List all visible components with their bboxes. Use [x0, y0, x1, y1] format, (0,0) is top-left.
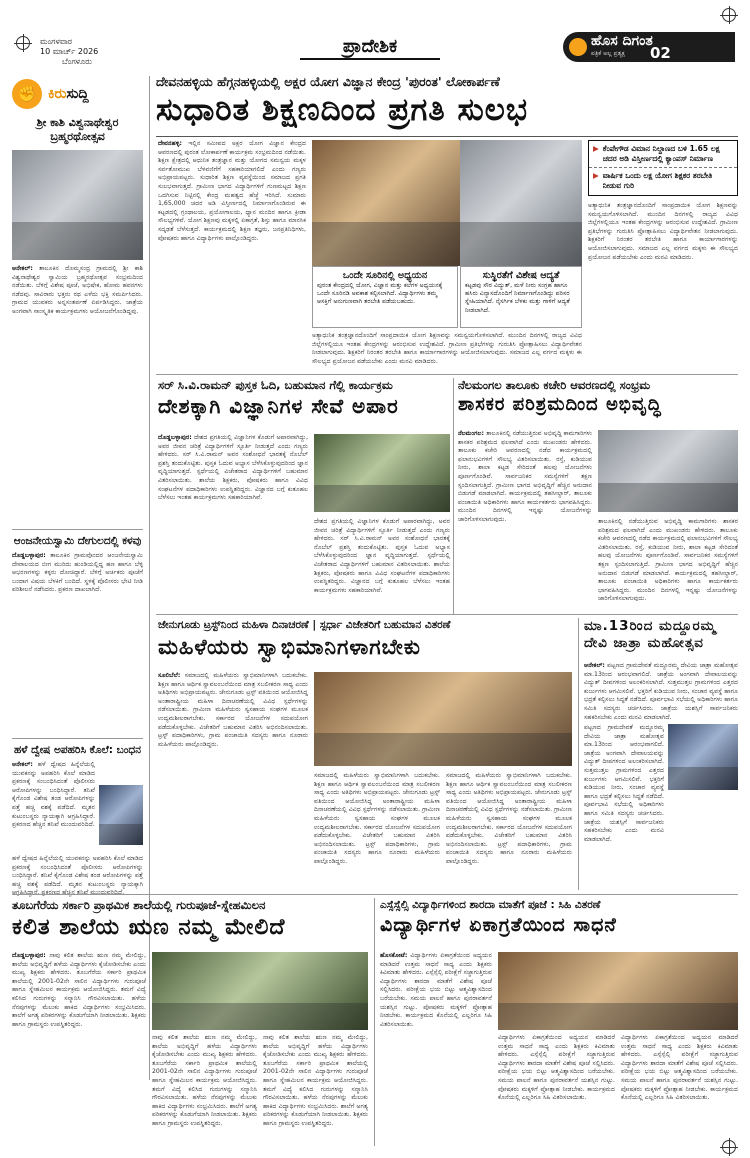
- lead-body: ದೇವನಹಳ್ಳಿ: ಇಲ್ಲಿನ ಸಮೀಪದ ಅಕ್ಷರ ಯೋಗ ವಿಜ್ಞಾನ ಕೇಂದ್ರದ ಆವರಣದಲ್ಲಿ ಪುರಂತ ಲೋಕಾರ್ಪಣೆ ಕಾರ್ಯಕ್ರಮ ಸಂಭ್ರಮದಿಂದ ನಡೆಯಿತು. ಶಿಕ್ಷಣ ಕ್ಷೇತ್ರದಲ್ಲಿ ಆಧುನಿಕ ತಂತ್ರಜ್ಞಾನ ಮತ್ತು ಯೋಗದ ಸಮನ್ವಯ ಮಕ್ಕಳ ಸರ್ವತೋಮುಖ ಬೆಳವಣಿಗೆಗೆ ಸಹಕಾರಿಯಾಗಲಿದೆ ಎಂದು ಗಣ್ಯರು ಅಭಿಪ್ರಾಯಪಟ್ಟರು. ಸುಧಾರಿತ ಶಿಕ್ಷಣ ವ್ಯವಸ್ಥೆಯಿಂದ ಸಮಾಜದ ಪ್ರಗತಿ ಸುಲಭವಾಗುತ್ತದೆ. ಗ್ರಾಮೀಣ ಭಾಗದ ವಿದ್ಯಾರ್ಥಿಗಳಿಗೆ ಗುಣಮಟ್ಟದ ಶಿಕ್ಷಣ ಒದಗಿಸುವ ನಿಟ್ಟಿನಲ್ಲಿ ಕೇಂದ್ರ ಮಹತ್ವದ ಹೆಜ್ಜೆ ಇರಿಸಿದೆ. ಸುಮಾರು 1,65,000 ಚದರ ಅಡಿ ವಿಸ್ತೀರ್ಣದಲ್ಲಿ ನಿರ್ಮಾಣಗೊಂಡಿರುವ ಈ ಕಟ್ಟಡದಲ್ಲಿ ಗ್ರಂಥಾಲಯ, ಪ್ರಯೋಗಾಲಯ, ಧ್ಯಾನ ಮಂದಿರ ಹಾಗೂ ಕ್ರೀಡಾ ಸೌಲಭ್ಯಗಳಿವೆ. ಯೋಗ ಶಿಕ್ಷಣವು ಮಕ್ಕಳಲ್ಲಿ ಏಕಾಗ್ರತೆ, ಶಿಸ್ತು ಹಾಗೂ ಮಾನಸಿಕ ಸದೃಢತೆ ಬೆಳೆಸುತ್ತದೆ. ಕಾರ್ಯಕ್ರಮದಲ್ಲಿ ಶಿಕ್ಷಣ ತಜ್ಞರು, ಜನಪ್ರತಿನಿಧಿಗಳು, ಪೋಷಕರು ಹಾಗೂ ವಿದ್ಯಾರ್ಥಿಗಳು ಪಾಲ್ಗೊಂಡಿದ್ದರು.: [158, 140, 306, 242]
- cv-body-cont: ದೇಶದ ಪ್ರಗತಿಯಲ್ಲಿ ವಿಜ್ಞಾನಿಗಳ ಕೊಡುಗೆ ಅಪಾರವಾಗಿದ್ದು, ಅವರ ಜೀವನ ಚರಿತ್ರೆ ವಿದ್ಯಾರ್ಥಿಗಳಿಗೆ ಸ್ಫೂರ್ತಿ ನೀಡುತ್ತದೆ ಎಂದು ಗಣ್ಯರು ಹೇಳಿದರು. ಸರ್ ಸಿ.ವಿ.ರಾಮನ್ ಅವರ ಸಂಶೋಧನೆ ಭಾರತಕ್ಕೆ ನೊಬೆಲ್ ಪ್ರಶಸ್ತಿ ತಂದುಕೊಟ್ಟಿತು. ಪುಸ್ತಕ ಓದುವ ಅಭ್ಯಾಸ ಬೆಳೆಸಿಕೊಳ್ಳುವುದರಿಂದ ಜ್ಞಾನ ವೃದ್ಧಿಯಾಗುತ್ತದೆ. ಸ್ಪರ್ಧೆಯಲ್ಲಿ ವಿಜೇತರಾದ ವಿದ್ಯಾರ್ಥಿಗಳಿಗೆ ಬಹುಮಾನ ವಿತರಿಸಲಾಯಿತು. ಶಾಲೆಯ ಶಿಕ್ಷಕರು, ಪೋಷಕರು ಹಾಗೂ ವಿವಿಧ ಸಂಘಟನೆಗಳ ಪದಾಧಿಕಾರಿಗಳು ಉಪಸ್ಥಿತರಿದ್ದರು. ವಿಜ್ಞಾನದ ಬಗ್ಗೆ ಕುತೂಹಲ ಬೆಳೆಸಲು ಇಂತಹ ಕಾರ್ಯಕ್ರಮಗಳು ಸಹಕಾರಿಯಾಗಿವೆ.: [314, 518, 450, 594]
- date: 10 ಮಾರ್ಚ್ 2026: [40, 47, 99, 56]
- registration-mark: [722, 8, 736, 22]
- brief3-title: ಹಳೆ ದ್ವೇಷ ಅಪಹರಿಸಿ ಕೊಲೆ: ಬಂಧನ: [12, 738, 143, 757]
- womens-body-col2: ಸಮಾಜದಲ್ಲಿ ಮಹಿಳೆಯರು ಸ್ವಾಭಿಮಾನಿಗಳಾಗಿ ಬದುಕಬೇಕು. ಶಿಕ್ಷಣ ಹಾಗೂ ಆರ್ಥಿಕ ಸ್ವಾವಲಂಬನೆಯಿಂದ ಮಾತ್ರ ಸಬಲೀಕರಣ ಸಾಧ್ಯ ಎಂದು ಅತಿಥಿಗಳು ಅಭಿಪ್ರಾಯಪಟ್ಟರು. ಜೇನುಗೂಡು ಟ್ರಸ್ಟ್ ವತಿಯಿಂದ ಆಯೋಜಿಸಿದ್ದ ಅಂತಾರಾಷ್ಟ್ರೀಯ ಮಹಿಳಾ ದಿನಾಚರಣೆಯಲ್ಲಿ ವಿವಿಧ ಸ್ಪರ್ಧೆಗಳನ್ನು ನಡೆಸಲಾಯಿತು. ಗ್ರಾಮೀಣ ಮಹಿಳೆಯರು ಸ್ವಸಹಾಯ ಸಂಘಗಳ ಮೂಲಕ ಉದ್ಯಮಶೀಲರಾಗಬೇಕು. ಸರ್ಕಾರದ ಯೋಜನೆಗಳ ಸದುಪಯೋಗ ಪಡೆದುಕೊಳ್ಳಬೇಕು. ವಿಜೇತರಿಗೆ ಬಹುಮಾನ ವಿತರಿಸಿ ಅಭಿನಂದಿಸಲಾಯಿತು. ಟ್ರಸ್ಟ್ ಪದಾಧಿಕಾರಿಗಳು, ಗ್ರಾಮ ಪಂಚಾಯಿತಿ ಸದಸ್ಯರು ಹಾಗೂ ನೂರಾರು ಮಹಿಳೆಯರು ಪಾಲ್ಗೊಂಡಿದ್ದರು.: [314, 772, 440, 865]
- brief1-photo: [12, 150, 143, 260]
- lead-body-right: ಅತ್ಯಾಧುನಿಕ ತಂತ್ರಜ್ಞಾನದೊಂದಿಗೆ ಸಾಂಪ್ರದಾಯಿಕ ಯೋಗ ಶಿಕ್ಷಣವನ್ನು ಸಮನ್ವಯಗೊಳಿಸಲಾಗಿದೆ. ಮುಂದಿನ ದಿನಗಳಲ್ಲಿ ರಾಜ್ಯದ ವಿವಿಧ ಜಿಲ್ಲೆಗಳಲ್ಲಿಯೂ ಇಂತಹ ಕೇಂದ್ರಗಳನ್ನು ಆರಂಭಿಸುವ ಉದ್ದೇಶವಿದೆ. ಗ್ರಾಮೀಣ ಪ್ರತಿಭೆಗಳನ್ನು ಗುರುತಿಸಿ ಪ್ರೋತ್ಸಾಹಿಸಲು ವಿದ್ಯಾರ್ಥಿವೇತನ ನೀಡಲಾಗುವುದು. ಶಿಕ್ಷಕರಿಗೆ ನಿರಂತರ ತರಬೇತಿ ಹಾಗೂ ಕಾರ್ಯಾಗಾರಗಳನ್ನು ಆಯೋಜಿಸಲಾಗುವುದು. ಸಮಾಜದ ಎಲ್ಲ ವರ್ಗದ ಮಕ್ಕಳು ಈ ಸೌಲಭ್ಯದ ಪ್ರಯೋಜನ ಪಡೆಯಬೇಕು ಎಂದು ಮನವಿ ಮಾಡಿದರು.: [588, 202, 738, 261]
- womens-body: ಸೂಲಿಬೆಲೆ: ಸಮಾಜದಲ್ಲಿ ಮಹಿಳೆಯರು ಸ್ವಾಭಿಮಾನಿಗಳಾಗಿ ಬದುಕಬೇಕು. ಶಿಕ್ಷಣ ಹಾಗೂ ಆರ್ಥಿಕ ಸ್ವಾವಲಂಬನೆಯಿಂದ ಮಾತ್ರ ಸಬಲೀಕರಣ ಸಾಧ್ಯ ಎಂದು ಅತಿಥಿಗಳು ಅಭಿಪ್ರಾಯಪಟ್ಟರು. ಜೇನುಗೂಡು ಟ್ರಸ್ಟ್ ವತಿಯಿಂದ ಆಯೋಜಿಸಿದ್ದ ಅಂತಾರಾಷ್ಟ್ರೀಯ ಮಹಿಳಾ ದಿನಾಚರಣೆಯಲ್ಲಿ ವಿವಿಧ ಸ್ಪರ್ಧೆಗಳನ್ನು ನಡೆಸಲಾಯಿತು. ಗ್ರಾಮೀಣ ಮಹಿಳೆಯರು ಸ್ವಸಹಾಯ ಸಂಘಗಳ ಮೂಲಕ ಉದ್ಯಮಶೀಲರಾಗಬೇಕು. ಸರ್ಕಾರದ ಯೋಜನೆಗಳ ಸದುಪಯೋಗ ಪಡೆದುಕೊಳ್ಳಬೇಕು. ವಿಜೇತರಿಗೆ ಬಹುಮಾನ ವಿತರಿಸಿ ಅಭಿನಂದಿಸಲಾಯಿತು. ಟ್ರಸ್ಟ್ ಪದಾಧಿಕಾರಿಗಳು, ಗ್ರಾಮ ಪಂಚಾಯಿತಿ ಸದಸ್ಯರು ಹಾಗೂ ನೂರಾರು ಮಹಿಳೆಯರು ಪಾಲ್ಗೊಂಡಿದ್ದರು.: [158, 672, 308, 748]
- city: ಬೆಂಗಳೂರು: [62, 57, 92, 66]
- brief2-body: ದೊಡ್ಡಬಳ್ಳಾಪುರ: ತಾಲೂಕಿನ ಗ್ರಾಮವೊಂದರ ಆಂಜನೇಯಸ್ವಾಮಿ ದೇವಾಲಯದ ಬೀಗ ಮುರಿದು ಹುಂಡಿಯಲ್ಲಿದ್ದ ಹಣ ಹಾಗೂ ಬೆಳ್ಳಿ ಆಭರಣಗಳನ್ನು ಕಳ್ಳರು ದೋಚಿದ್ದಾರೆ. ಬೆಳಿಗ್ಗೆ ಅರ್ಚಕರು ಪೂಜೆಗೆ ಬಂದಾಗ ವಿಷಯ ಬೆಳಕಿಗೆ ಬಂದಿದೆ. ಸ್ಥಳಕ್ಕೆ ಪೊಲೀಸರು ಭೇಟಿ ನೀಡಿ ಪರಿಶೀಲನೆ ನಡೆಸಿದರು. ಪ್ರಕರಣ ದಾಖಲಾಗಿದೆ.: [12, 552, 143, 594]
- school-body: ದೊಡ್ಡಬಳ್ಳಾಪುರ: ನಾವು ಕಲಿತ ಶಾಲೆಯ ಋಣ ನಮ್ಮ ಮೇಲಿದ್ದು, ಶಾಲೆಯ ಅಭಿವೃದ್ಧಿಗೆ ಹಳೆಯ ವಿದ್ಯಾರ್ಥಿಗಳು ಕೈಜೋಡಿಸಬೇಕು ಎಂದು ಮುಖ್ಯ ಶಿಕ್ಷಕರು ಹೇಳಿದರು. ತೂಬಗೆರೆಯ ಸರ್ಕಾರಿ ಪ್ರಾಥಮಿಕ ಶಾಲೆಯಲ್ಲಿ 2001-02ನೇ ಸಾಲಿನ ವಿದ್ಯಾರ್ಥಿಗಳು ಗುರುಪೂಜೆ ಹಾಗೂ ಸ್ನೇಹಮಿಲನ ಕಾರ್ಯಕ್ರಮ ಆಯೋಜಿಸಿದ್ದರು. ತಮಗೆ ವಿದ್ಯೆ ಕಲಿಸಿದ ಗುರುಗಳನ್ನು ಸನ್ಮಾನಿಸಿ ಗೌರವಿಸಲಾಯಿತು. ಹಳೆಯ ನೆನಪುಗಳನ್ನು ಮೆಲುಕು ಹಾಕಿದ ವಿದ್ಯಾರ್ಥಿಗಳು ಸಂಭ್ರಮಿಸಿದರು. ಶಾಲೆಗೆ ಅಗತ್ಯ ಪರಿಕರಗಳನ್ನು ಕೊಡುಗೆಯಾಗಿ ನೀಡಲಾಯಿತು. ಶಿಕ್ಷಕರು ಹಾಗೂ ಗ್ರಾಮಸ್ಥರು ಉಪಸ್ಥಿತರಿದ್ದರು.: [12, 952, 146, 1028]
- masthead: [0, 0, 750, 64]
- arrow-icon: ▶: [593, 144, 599, 153]
- maddur-body: ಆನೇಕಲ್: ಪಟ್ಟಣದ ಗ್ರಾಮದೇವತೆ ಮದ್ದೂರಮ್ಮ ದೇವಿಯ ಜಾತ್ರಾ ಮಹೋತ್ಸವ ಮಾ.13ರಿಂದ ಆರಂಭವಾಗಲಿದೆ. ಜಾತ್ರೆಯ ಅಂಗವಾಗಿ ದೇವಾಲಯವನ್ನು ವಿದ್ಯುತ್ ದೀಪಗಳಿಂದ ಅಲಂಕರಿಸಲಾಗಿದೆ. ಸುತ್ತಮುತ್ತಲ ಗ್ರಾಮಗಳಿಂದ ಎತ್ತರದ ಕುರ್ಜುಗಳು ಆಗಮಿಸಲಿವೆ. ಭಕ್ತರಿಗೆ ಕುಡಿಯುವ ನೀರು, ಸಂಚಾರ ವ್ಯವಸ್ಥೆ ಹಾಗೂ ಭದ್ರತೆ ಕಲ್ಪಿಸಲು ಸಿದ್ಧತೆ ನಡೆದಿದೆ. ಪೂರ್ವಭಾವಿ ಸಭೆಯಲ್ಲಿ ಅಧಿಕಾರಿಗಳು ಹಾಗೂ ಸಮಿತಿ ಸದಸ್ಯರು ಚರ್ಚಿಸಿದರು. ಜಾತ್ರೆಯ ಯಶಸ್ಸಿಗೆ ಸಾರ್ವಜನಿಕರು ಸಹಕರಿಸಬೇಕು ಎಂದು ಮನವಿ ಮಾಡಲಾಗಿದೆ.: [584, 662, 738, 720]
- maddur-headline: ಮಾ.13ರಿಂದ ಮದ್ದೂರಮ್ಮ ದೇವಿ ಜಾತ್ರಾ ಮಹೋತ್ಸವ: [584, 618, 717, 651]
- cv-raman-story: [158, 378, 448, 417]
- womens-body-col3: ಸಮಾಜದಲ್ಲಿ ಮಹಿಳೆಯರು ಸ್ವಾಭಿಮಾನಿಗಳಾಗಿ ಬದುಕಬೇಕು. ಶಿಕ್ಷಣ ಹಾಗೂ ಆರ್ಥಿಕ ಸ್ವಾವಲಂಬನೆಯಿಂದ ಮಾತ್ರ ಸಬಲೀಕರಣ ಸಾಧ್ಯ ಎಂದು ಅತಿಥಿಗಳು ಅಭಿಪ್ರಾಯಪಟ್ಟರು. ಜೇನುಗೂಡು ಟ್ರಸ್ಟ್ ವತಿಯಿಂದ ಆಯೋಜಿಸಿದ್ದ ಅಂತಾರಾಷ್ಟ್ರೀಯ ಮಹಿಳಾ ದಿನಾಚರಣೆಯಲ್ಲಿ ವಿವಿಧ ಸ್ಪರ್ಧೆಗಳನ್ನು ನಡೆಸಲಾಯಿತು. ಗ್ರಾಮೀಣ ಮಹಿಳೆಯರು ಸ್ವಸಹಾಯ ಸಂಘಗಳ ಮೂಲಕ ಉದ್ಯಮಶೀಲರಾಗಬೇಕು. ಸರ್ಕಾರದ ಯೋಜನೆಗಳ ಸದುಪಯೋಗ ಪಡೆದುಕೊಳ್ಳಬೇಕು. ವಿಜೇತರಿಗೆ ಬಹುಮಾನ ವಿತರಿಸಿ ಅಭಿನಂದಿಸಲಾಯಿತು. ಟ್ರಸ್ಟ್ ಪದಾಧಿಕಾರಿಗಳು, ಗ್ರಾಮ ಪಂಚಾಯಿತಿ ಸದಸ್ಯರು ಹಾಗೂ ನೂರಾರು ಮಹಿಳೆಯರು ಪಾಲ್ಗೊಂಡಿದ್ದರು.: [446, 772, 572, 865]
- nelamangala-body-cont: ತಾಲೂಕಿನಲ್ಲಿ ನಡೆಯುತ್ತಿರುವ ಅಭಿವೃದ್ಧಿ ಕಾಮಗಾರಿಗಳು ಶಾಸಕರ ಪರಿಶ್ರಮದ ಫಲವಾಗಿದೆ ಎಂದು ಮುಖಂಡರು ಹೇಳಿದರು. ತಾಲೂಕು ಕಚೇರಿ ಆವರಣದಲ್ಲಿ ನಡೆದ ಕಾರ್ಯಕ್ರಮದಲ್ಲಿ ಫಲಾನುಭವಿಗಳಿಗೆ ಸೌಲಭ್ಯ ವಿತರಿಸಲಾಯಿತು. ರಸ್ತೆ, ಕುಡಿಯುವ ನೀರು, ಶಾಲಾ ಕಟ್ಟಡ ಸೇರಿದಂತೆ ಹಲವು ಯೋಜನೆಗಳು ಪೂರ್ಣಗೊಂಡಿವೆ. ಸಾರ್ವಜನಿಕರ ಸಮಸ್ಯೆಗಳಿಗೆ ತಕ್ಷಣ ಸ್ಪಂದಿಸಲಾಗುತ್ತಿದೆ. ಗ್ರಾಮೀಣ ಭಾಗದ ಅಭಿವೃದ್ಧಿಗೆ ಹೆಚ್ಚಿನ ಅನುದಾನ ಬಿಡುಗಡೆ ಮಾಡಲಾಗಿದೆ. ಕಾರ್ಯಕ್ರಮದಲ್ಲಿ ತಹಸೀಲ್ದಾರ್, ತಾಲೂಕು ಪಂಚಾಯಿತಿ ಅಧಿಕಾರಿಗಳು ಹಾಗೂ ಕಾರ್ಯಕರ್ತರು ಭಾಗವಹಿಸಿದ್ದರು. ಮುಂದಿನ ದಿನಗಳಲ್ಲಿ ಇನ್ನಷ್ಟು ಯೋಜನೆಗಳನ್ನು ಜಾರಿಗೊಳಿಸಲಾಗುವುದು.: [598, 518, 738, 603]
- cv-kicker: ಸರ್ ಸಿ.ವಿ.ರಾಮನ್ ಪುಸ್ತಕ ಓದಿ, ಬಹುಮಾನ ಗೆಲ್ಲಿ ಕಾರ್ಯಕ್ರಮ: [158, 378, 393, 392]
- lead-caption-1: ಒಂದೇ ಸೂರಿನಲ್ಲಿ ಅಧ್ಯಯನ ಪುರಂತ ಕೇಂದ್ರದಲ್ಲಿ ಯೋಗ, ವಿಜ್ಞಾನ ಮತ್ತು ಕಲೆಗಳ ಅಧ್ಯಯನಕ್ಕೆ ಒಂದೇ ಸೂರಿನಡಿ ಅವಕಾಶ ಕಲ್ಪಿಸಲಾಗಿದೆ. ವಿದ್ಯಾರ್ಥಿಗಳು ತಮ್ಮ ಆಸಕ್ತಿಗೆ ಅನುಗುಣವಾಗಿ ತರಬೇತಿ ಪಡೆಯಬಹುದು.: [312, 266, 458, 328]
- edition-date: [40, 37, 98, 67]
- womens-day-story: [158, 618, 572, 658]
- lead-caption-2: ಸುಸ್ಥಿರತೆಗೆ ವಿಶೇಷ ಆದ್ಯತೆ ಕಟ್ಟಡವು ಸೌರ ವಿದ್ಯುತ್, ಮಳೆ ನೀರು ಸಂಗ್ರಹ ಹಾಗೂ ಹಸಿರು ವಿನ್ಯಾಸದೊಂದಿಗೆ ನಿರ್ಮಾಣಗೊಂಡಿದ್ದು ಪರಿಸರ ಸ್ನೇಹಿಯಾಗಿದೆ. ನೈಸರ್ಗಿಕ ಬೆಳಕು ಮತ್ತು ಗಾಳಿಗೆ ಆದ್ಯತೆ ನೀಡಲಾಗಿದೆ.: [460, 266, 582, 328]
- school-body-col3: ನಾವು ಕಲಿತ ಶಾಲೆಯ ಋಣ ನಮ್ಮ ಮೇಲಿದ್ದು, ಶಾಲೆಯ ಅಭಿವೃದ್ಧಿಗೆ ಹಳೆಯ ವಿದ್ಯಾರ್ಥಿಗಳು ಕೈಜೋಡಿಸಬೇಕು ಎಂದು ಮುಖ್ಯ ಶಿಕ್ಷಕರು ಹೇಳಿದರು. ತೂಬಗೆರೆಯ ಸರ್ಕಾರಿ ಪ್ರಾಥಮಿಕ ಶಾಲೆಯಲ್ಲಿ 2001-02ನೇ ಸಾಲಿನ ವಿದ್ಯಾರ್ಥಿಗಳು ಗುರುಪೂಜೆ ಹಾಗೂ ಸ್ನೇಹಮಿಲನ ಕಾರ್ಯಕ್ರಮ ಆಯೋಜಿಸಿದ್ದರು. ತಮಗೆ ವಿದ್ಯೆ ಕಲಿಸಿದ ಗುರುಗಳನ್ನು ಸನ್ಮಾನಿಸಿ ಗೌರವಿಸಲಾಯಿತು. ಹಳೆಯ ನೆನಪುಗಳನ್ನು ಮೆಲುಕು ಹಾಕಿದ ವಿದ್ಯಾರ್ಥಿಗಳು ಸಂಭ್ರಮಿಸಿದರು. ಶಾಲೆಗೆ ಅಗತ್ಯ ಪರಿಕರಗಳನ್ನು ಕೊಡುಗೆಯಾಗಿ ನೀಡಲಾಯಿತು. ಶಿಕ್ಷಕರು ಹಾಗೂ ಗ್ರಾಮಸ್ಥರು ಉಪಸ್ಥಿತರಿದ್ದರು.: [263, 1034, 368, 1127]
- school-story: [12, 898, 372, 939]
- school-kicker: ತೂಬಗೆರೆಯ ಸರ್ಕಾರಿ ಪ್ರಾಥಮಿಕ ಶಾಲೆಯಲ್ಲಿ ಗುರುಪೂಜೆ-ಸ್ನೇಹಮಿಲನ: [12, 898, 266, 912]
- brief3-body: ಆನೇಕಲ್: ಹಳೆ ದ್ವೇಷದ ಹಿನ್ನೆಲೆಯಲ್ಲಿ ಯುವಕನನ್ನು ಅಪಹರಿಸಿ ಕೊಲೆ ಮಾಡಿದ ಪ್ರಕರಣಕ್ಕೆ ಸಂಬಂಧಿಸಿದಂತೆ ಪೊಲೀಸರು ಆರೋಪಿಗಳನ್ನು ಬಂಧಿಸಿದ್ದಾರೆ. ತನಿಖೆ ಕೈಗೊಂಡ ವಿಶೇಷ ತಂಡ ಆರೋಪಿಗಳನ್ನು ಪತ್ತೆ ಹಚ್ಚಿ ವಶಕ್ಕೆ ಪಡೆದಿದೆ. ಮೃತನ ಕುಟುಂಬಸ್ಥರು ನ್ಯಾಯಕ್ಕಾಗಿ ಆಗ್ರಹಿಸಿದ್ದಾರೆ. ಪ್ರಕರಣದ ಹೆಚ್ಚಿನ ತನಿಖೆ ಮುಂದುವರಿದಿದೆ.: [12, 761, 95, 829]
- maddur-photo: [668, 724, 738, 790]
- womens-photo: [314, 672, 572, 766]
- paper-name: ಹೊಸ ದಿಗಂತ: [591, 33, 653, 49]
- weekday: ಮಂಗಳವಾರ: [40, 37, 73, 46]
- sharada-body-col3: ವಿದ್ಯಾರ್ಥಿಗಳು ಏಕಾಗ್ರತೆಯಿಂದ ಅಧ್ಯಯನ ಮಾಡಿದರೆ ಉತ್ತಮ ಸಾಧನೆ ಸಾಧ್ಯ ಎಂದು ಶಿಕ್ಷಕರು ಕಿವಿಮಾತು ಹೇಳಿದರು. ಎಸ್ಸೆಸ್ಸೆಲ್ಸಿ ಪರೀಕ್ಷೆಗೆ ಸಜ್ಜಾಗುತ್ತಿರುವ ವಿದ್ಯಾರ್ಥಿಗಳು ಶಾರದಾ ಮಾತೆಗೆ ವಿಶೇಷ ಪೂಜೆ ಸಲ್ಲಿಸಿದರು. ಪರೀಕ್ಷೆಯ ಭಯ ಬಿಟ್ಟು ಆತ್ಮವಿಶ್ವಾಸದಿಂದ ಬರೆಯಬೇಕು. ಸಮಯ ಪಾಲನೆ ಹಾಗೂ ಪುನರಾವರ್ತನೆ ಯಶಸ್ಸಿನ ಗುಟ್ಟು. ಪೋಷಕರು ಮಕ್ಕಳಿಗೆ ಪ್ರೋತ್ಸಾಹ ನೀಡಬೇಕು. ಕಾರ್ಯಕ್ರಮದ ಕೊನೆಯಲ್ಲಿ ಎಲ್ಲರಿಗೂ ಸಿಹಿ ವಿತರಿಸಲಾಯಿತು.: [621, 1034, 738, 1102]
- nelamangala-photo: [598, 430, 738, 512]
- fist-icon: ✊: [12, 79, 42, 109]
- paper-tagline: ಪತ್ರಿಕೆ ಅಲ್ಲ ಪ್ರತ್ಯಕ್ಷ: [591, 50, 625, 57]
- nelamangala-headline: ಶಾಸಕರ ಪರಿಶ್ರಮದಿಂದ ಅಭಿವೃದ್ಧಿ: [458, 394, 662, 415]
- brand-suffix: ಸುದ್ದಿ: [66, 86, 89, 102]
- page-number: 02: [650, 44, 671, 62]
- school-photo: [152, 952, 368, 1030]
- brief1-body: ಆನೇಕಲ್: ತಾಲೂಕಿನ ದೊಮ್ಮಸಂದ್ರ ಗ್ರಾಮದಲ್ಲಿ ಶ್ರೀ ಕಾಶಿ ವಿಶ್ವನಾಥೇಶ್ವರ ಸ್ವಾಮಿಯ ಬ್ರಹ್ಮರಥೋತ್ಸವ ಸಂಭ್ರಮದಿಂದ ನಡೆಯಿತು. ಬೆಳಿಗ್ಗೆ ವಿಶೇಷ ಪೂಜೆ, ಅಭಿಷೇಕ, ಹೋಮ ಹವನಗಳು ನಡೆದವು. ಸಾವಿರಾರು ಭಕ್ತರು ರಥ ಎಳೆದು ಭಕ್ತಿ ಸಮರ್ಪಿಸಿದರು. ಗ್ರಾಮದ ಯುವಕರು ಅನ್ನಸಂತರ್ಪಣೆ ಏರ್ಪಡಿಸಿದ್ದರು. ಜಾತ್ರೆಯ ಅಂಗವಾಗಿ ಸಾಂಸ್ಕೃತಿಕ ಕಾರ್ಯಕ್ರಮಗಳು ಆಯೋಜನೆಗೊಂಡಿದ್ದವು.: [12, 265, 143, 315]
- lead-body-lower: ಅತ್ಯಾಧುನಿಕ ತಂತ್ರಜ್ಞಾನದೊಂದಿಗೆ ಸಾಂಪ್ರದಾಯಿಕ ಯೋಗ ಶಿಕ್ಷಣವನ್ನು ಸಮನ್ವಯಗೊಳಿಸಲಾಗಿದೆ. ಮುಂದಿನ ದಿನಗಳಲ್ಲಿ ರಾಜ್ಯದ ವಿವಿಧ ಜಿಲ್ಲೆಗಳಲ್ಲಿಯೂ ಇಂತಹ ಕೇಂದ್ರಗಳನ್ನು ಆರಂಭಿಸುವ ಉದ್ದೇಶವಿದೆ. ಗ್ರಾಮೀಣ ಪ್ರತಿಭೆಗಳನ್ನು ಗುರುತಿಸಿ ಪ್ರೋತ್ಸಾಹಿಸಲು ವಿದ್ಯಾರ್ಥಿವೇತನ ನೀಡಲಾಗುವುದು. ಶಿಕ್ಷಕರಿಗೆ ನಿರಂತರ ತರಬೇತಿ ಹಾಗೂ ಕಾರ್ಯಾಗಾರಗಳನ್ನು ಆಯೋಜಿಸಲಾಗುವುದು. ಸಮಾಜದ ಎಲ್ಲ ವರ್ಗದ ಮಕ್ಕಳು ಈ ಸೌಲಭ್ಯದ ಪ್ರಯೋಜನ ಪಡೆಯಬೇಕು ಎಂದು ಮನವಿ ಮಾಡಿದರು.: [312, 332, 582, 365]
- sharada-body-col2: ವಿದ್ಯಾರ್ಥಿಗಳು ಏಕಾಗ್ರತೆಯಿಂದ ಅಧ್ಯಯನ ಮಾಡಿದರೆ ಉತ್ತಮ ಸಾಧನೆ ಸಾಧ್ಯ ಎಂದು ಶಿಕ್ಷಕರು ಕಿವಿಮಾತು ಹೇಳಿದರು. ಎಸ್ಸೆಸ್ಸೆಲ್ಸಿ ಪರೀಕ್ಷೆಗೆ ಸಜ್ಜಾಗುತ್ತಿರುವ ವಿದ್ಯಾರ್ಥಿಗಳು ಶಾರದಾ ಮಾತೆಗೆ ವಿಶೇಷ ಪೂಜೆ ಸಲ್ಲಿಸಿದರು. ಪರೀಕ್ಷೆಯ ಭಯ ಬಿಟ್ಟು ಆತ್ಮವಿಶ್ವಾಸದಿಂದ ಬರೆಯಬೇಕು. ಸಮಯ ಪಾಲನೆ ಹಾಗೂ ಪುನರಾವರ್ತನೆ ಯಶಸ್ಸಿನ ಗುಟ್ಟು. ಪೋಷಕರು ಮಕ್ಕಳಿಗೆ ಪ್ರೋತ್ಸಾಹ ನೀಡಬೇಕು. ಕಾರ್ಯಕ್ರಮದ ಕೊನೆಯಲ್ಲಿ ಎಲ್ಲರಿಗೂ ಸಿಹಿ ವಿತರಿಸಲಾಯಿತು.: [498, 1034, 615, 1102]
- brief1-dateline: ಆನೇಕಲ್:: [12, 265, 33, 272]
- lead-photo-1: [312, 140, 460, 266]
- brand-prefix: ಕಿರು: [48, 86, 67, 102]
- cv-body: ದೊಡ್ಡಬಳ್ಳಾಪುರ: ದೇಶದ ಪ್ರಗತಿಯಲ್ಲಿ ವಿಜ್ಞಾನಿಗಳ ಕೊಡುಗೆ ಅಪಾರವಾಗಿದ್ದು, ಅವರ ಜೀವನ ಚರಿತ್ರೆ ವಿದ್ಯಾರ್ಥಿಗಳಿಗೆ ಸ್ಫೂರ್ತಿ ನೀಡುತ್ತದೆ ಎಂದು ಗಣ್ಯರು ಹೇಳಿದರು. ಸರ್ ಸಿ.ವಿ.ರಾಮನ್ ಅವರ ಸಂಶೋಧನೆ ಭಾರತಕ್ಕೆ ನೊಬೆಲ್ ಪ್ರಶಸ್ತಿ ತಂದುಕೊಟ್ಟಿತು. ಪುಸ್ತಕ ಓದುವ ಅಭ್ಯಾಸ ಬೆಳೆಸಿಕೊಳ್ಳುವುದರಿಂದ ಜ್ಞಾನ ವೃದ್ಧಿಯಾಗುತ್ತದೆ. ಸ್ಪರ್ಧೆಯಲ್ಲಿ ವಿಜೇತರಾದ ವಿದ್ಯಾರ್ಥಿಗಳಿಗೆ ಬಹುಮಾನ ವಿತರಿಸಲಾಯಿತು. ಶಾಲೆಯ ಶಿಕ್ಷಕರು, ಪೋಷಕರು ಹಾಗೂ ವಿವಿಧ ಸಂಘಟನೆಗಳ ಪದಾಧಿಕಾರಿಗಳು ಉಪಸ್ಥಿತರಿದ್ದರು. ವಿಜ್ಞಾನದ ಬಗ್ಗೆ ಕುತೂಹಲ ಬೆಳೆಸಲು ಇಂತಹ ಕಾರ್ಯಕ್ರಮಗಳು ಸಹಕಾರಿಯಾಗಿವೆ.: [158, 434, 308, 502]
- paper-logo: [563, 32, 735, 62]
- sharada-body: ಹೊಸಕೋಟೆ: ವಿದ್ಯಾರ್ಥಿಗಳು ಏಕಾಗ್ರತೆಯಿಂದ ಅಧ್ಯಯನ ಮಾಡಿದರೆ ಉತ್ತಮ ಸಾಧನೆ ಸಾಧ್ಯ ಎಂದು ಶಿಕ್ಷಕರು ಕಿವಿಮಾತು ಹೇಳಿದರು. ಎಸ್ಸೆಸ್ಸೆಲ್ಸಿ ಪರೀಕ್ಷೆಗೆ ಸಜ್ಜಾಗುತ್ತಿರುವ ವಿದ್ಯಾರ್ಥಿಗಳು ಶಾರದಾ ಮಾತೆಗೆ ವಿಶೇಷ ಪೂಜೆ ಸಲ್ಲಿಸಿದರು. ಪರೀಕ್ಷೆಯ ಭಯ ಬಿಟ್ಟು ಆತ್ಮವಿಶ್ವಾಸದಿಂದ ಬರೆಯಬೇಕು. ಸಮಯ ಪಾಲನೆ ಹಾಗೂ ಪುನರಾವರ್ತನೆ ಯಶಸ್ಸಿನ ಗುಟ್ಟು. ಪೋಷಕರು ಮಕ್ಕಳಿಗೆ ಪ್ರೋತ್ಸಾಹ ನೀಡಬೇಕು. ಕಾರ್ಯಕ್ರಮದ ಕೊನೆಯಲ್ಲಿ ಎಲ್ಲರಿಗೂ ಸಿಹಿ ವಿತರಿಸಲಾಯಿತು.: [380, 952, 492, 1028]
- nelamangala-body: ನೆಲಮಂಗಲ: ತಾಲೂಕಿನಲ್ಲಿ ನಡೆಯುತ್ತಿರುವ ಅಭಿವೃದ್ಧಿ ಕಾಮಗಾರಿಗಳು ಶಾಸಕರ ಪರಿಶ್ರಮದ ಫಲವಾಗಿದೆ ಎಂದು ಮುಖಂಡರು ಹೇಳಿದರು. ತಾಲೂಕು ಕಚೇರಿ ಆವರಣದಲ್ಲಿ ನಡೆದ ಕಾರ್ಯಕ್ರಮದಲ್ಲಿ ಫಲಾನುಭವಿಗಳಿಗೆ ಸೌಲಭ್ಯ ವಿತರಿಸಲಾಯಿತು. ರಸ್ತೆ, ಕುಡಿಯುವ ನೀರು, ಶಾಲಾ ಕಟ್ಟಡ ಸೇರಿದಂತೆ ಹಲವು ಯೋಜನೆಗಳು ಪೂರ್ಣಗೊಂಡಿವೆ. ಸಾರ್ವಜನಿಕರ ಸಮಸ್ಯೆಗಳಿಗೆ ತಕ್ಷಣ ಸ್ಪಂದಿಸಲಾಗುತ್ತಿದೆ. ಗ್ರಾಮೀಣ ಭಾಗದ ಅಭಿವೃದ್ಧಿಗೆ ಹೆಚ್ಚಿನ ಅನುದಾನ ಬಿಡುಗಡೆ ಮಾಡಲಾಗಿದೆ. ಕಾರ್ಯಕ್ರಮದಲ್ಲಿ ತಹಸೀಲ್ದಾರ್, ತಾಲೂಕು ಪಂಚಾಯಿತಿ ಅಧಿಕಾರಿಗಳು ಹಾಗೂ ಕಾರ್ಯಕರ್ತರು ಭಾಗವಹಿಸಿದ್ದರು. ಮುಂದಿನ ದಿನಗಳಲ್ಲಿ ಇನ್ನಷ್ಟು ಯೋಜನೆಗಳನ್ನು ಜಾರಿಗೊಳಿಸಲಾಗುವುದು.: [458, 430, 592, 523]
- nelamangala-story: [458, 378, 738, 415]
- brief1-title: ಶ್ರೀ ಕಾಶಿ ವಿಶ್ವನಾಥೇಶ್ವರ ಬ್ರಹ್ಮರಥೋತ್ಸವ: [36, 116, 119, 143]
- brief3-mugshot: [99, 785, 143, 845]
- sharada-story: [380, 898, 738, 936]
- sharada-kicker: ಎಸ್ಸೆಸ್ಸೆಲ್ಸಿ ವಿದ್ಯಾರ್ಥಿಗಳಿಂದ ಶಾರದಾ ಮಾತೆಗೆ ಪೂಜೆ : ಸಿಹಿ ವಿತರಣೆ: [380, 899, 601, 911]
- section-title: ಪ್ರಾದೇಶಿಕ: [300, 36, 440, 60]
- cv-photo: [314, 434, 450, 512]
- school-headline: ಕಲಿತ ಶಾಲೆಯ ಋಣ ನಮ್ಮ ಮೇಲಿದೆ: [12, 915, 286, 940]
- lead-photo-2: [460, 140, 582, 266]
- arrow-icon: ▶: [593, 171, 599, 180]
- info-line-2: ವಾರ್ಷಿಕ ಒಂದು ಲಕ್ಷ ಯೋಗ ಶಿಕ್ಷಕರ ತರಬೇತಿ ನೀಡುವ ಗುರಿ: [602, 171, 713, 190]
- sun-icon: [569, 38, 587, 56]
- registration-mark: [722, 1140, 736, 1154]
- maddur-story: [584, 618, 738, 652]
- info-line-1: ಕೆಂಪೇಗೌಡ ವಿಮಾನ ನಿಲ್ದಾಣದ ಬಳಿ 1.65 ಲಕ್ಷ ಚದರ ಅಡಿ ವಿಸ್ತೀರ್ಣದಲ್ಲಿ ಕ್ಯಾಂಪಸ್ ನಿರ್ಮಾಣ: [602, 144, 720, 163]
- school-body-col2: ನಾವು ಕಲಿತ ಶಾಲೆಯ ಋಣ ನಮ್ಮ ಮೇಲಿದ್ದು, ಶಾಲೆಯ ಅಭಿವೃದ್ಧಿಗೆ ಹಳೆಯ ವಿದ್ಯಾರ್ಥಿಗಳು ಕೈಜೋಡಿಸಬೇಕು ಎಂದು ಮುಖ್ಯ ಶಿಕ್ಷಕರು ಹೇಳಿದರು. ತೂಬಗೆರೆಯ ಸರ್ಕಾರಿ ಪ್ರಾಥಮಿಕ ಶಾಲೆಯಲ್ಲಿ 2001-02ನೇ ಸಾಲಿನ ವಿದ್ಯಾರ್ಥಿಗಳು ಗುರುಪೂಜೆ ಹಾಗೂ ಸ್ನೇಹಮಿಲನ ಕಾರ್ಯಕ್ರಮ ಆಯೋಜಿಸಿದ್ದರು. ತಮಗೆ ವಿದ್ಯೆ ಕಲಿಸಿದ ಗುರುಗಳನ್ನು ಸನ್ಮಾನಿಸಿ ಗೌರವಿಸಲಾಯಿತು. ಹಳೆಯ ನೆನಪುಗಳನ್ನು ಮೆಲುಕು ಹಾಕಿದ ವಿದ್ಯಾರ್ಥಿಗಳು ಸಂಭ್ರಮಿಸಿದರು. ಶಾಲೆಗೆ ಅಗತ್ಯ ಪರಿಕರಗಳನ್ನು ಕೊಡುಗೆಯಾಗಿ ನೀಡಲಾಯಿತು. ಶಿಕ್ಷಕರು ಹಾಗೂ ಗ್ರಾಮಸ್ಥರು ಉಪಸ್ಥಿತರಿದ್ದರು.: [152, 1034, 257, 1127]
- sharada-photo: [498, 952, 738, 1030]
- nelamangala-kicker: ನೆಲಮಂಗಲ ತಾಲೂಕು ಕಚೇರಿ ಆವರಣದಲ್ಲಿ ಸಂಭ್ರಮ: [458, 378, 651, 392]
- womens-headline: ಮಹಿಳೆಯರು ಸ್ವಾಭಿಮಾನಿಗಳಾಗಬೇಕು: [158, 635, 421, 659]
- cv-headline: ದೇಶಕ್ಕಾಗಿ ವಿಜ್ಞಾನಿಗಳ ಸೇವೆ ಅಪಾರ: [158, 394, 399, 418]
- sharada-headline: ವಿದ್ಯಾರ್ಥಿಗಳ ಏಕಾಗ್ರತೆಯಿಂದ ಸಾಧನೆ: [380, 914, 617, 936]
- lead-kicker: ದೇವನಹಳ್ಳಿಯ ಹೆಗ್ಗನಹಳ್ಳಿಯಲ್ಲಿ ಅಕ್ಷರ ಯೋಗ ವಿಜ್ಞಾನ ಕೇಂದ್ರ 'ಪುರಂತ' ಲೋಕಾರ್ಪಣೆ: [156, 74, 500, 89]
- womens-kicker: ಜೇನುಗೂಡು ಟ್ರಸ್ಟ್‌ನಿಂದ ಮಹಿಳಾ ದಿನಾಚರಣೆ | ಸ್ಪರ್ಧಾ ವಿಜೇತರಿಗೆ ಬಹುಮಾನ ವಿತರಣೆ: [158, 619, 451, 631]
- lead-headline: ಸುಧಾರಿತ ಶಿಕ್ಷಣದಿಂದ ಪ್ರಗತಿ ಸುಲಭ: [156, 92, 529, 128]
- lead-infobox: [588, 140, 738, 196]
- lead-dateline: ದೇವನಹಳ್ಳಿ:: [158, 140, 182, 147]
- maddur-body-cont: ಪಟ್ಟಣದ ಗ್ರಾಮದೇವತೆ ಮದ್ದೂರಮ್ಮ ದೇವಿಯ ಜಾತ್ರಾ ಮಹೋತ್ಸವ ಮಾ.13ರಿಂದ ಆರಂಭವಾಗಲಿದೆ. ಜಾತ್ರೆಯ ಅಂಗವಾಗಿ ದೇವಾಲಯವನ್ನು ವಿದ್ಯುತ್ ದೀಪಗಳಿಂದ ಅಲಂಕರಿಸಲಾಗಿದೆ. ಸುತ್ತಮುತ್ತಲ ಗ್ರಾಮಗಳಿಂದ ಎತ್ತರದ ಕುರ್ಜುಗಳು ಆಗಮಿಸಲಿವೆ. ಭಕ್ತರಿಗೆ ಕುಡಿಯುವ ನೀರು, ಸಂಚಾರ ವ್ಯವಸ್ಥೆ ಹಾಗೂ ಭದ್ರತೆ ಕಲ್ಪಿಸಲು ಸಿದ್ಧತೆ ನಡೆದಿದೆ. ಪೂರ್ವಭಾವಿ ಸಭೆಯಲ್ಲಿ ಅಧಿಕಾರಿಗಳು ಹಾಗೂ ಸಮಿತಿ ಸದಸ್ಯರು ಚರ್ಚಿಸಿದರು. ಜಾತ್ರೆಯ ಯಶಸ್ಸಿಗೆ ಸಾರ್ವಜನಿಕರು ಸಹಕರಿಸಬೇಕು ಎಂದು ಮನವಿ ಮಾಡಲಾಗಿದೆ.: [584, 724, 664, 843]
- registration-mark: [16, 36, 30, 50]
- kiru-suddi-brand: [12, 76, 143, 112]
- brief3-body-cont: ಹಳೆ ದ್ವೇಷದ ಹಿನ್ನೆಲೆಯಲ್ಲಿ ಯುವಕನನ್ನು ಅಪಹರಿಸಿ ಕೊಲೆ ಮಾಡಿದ ಪ್ರಕರಣಕ್ಕೆ ಸಂಬಂಧಿಸಿದಂತೆ ಪೊಲೀಸರು ಆರೋಪಿಗಳನ್ನು ಬಂಧಿಸಿದ್ದಾರೆ. ತನಿಖೆ ಕೈಗೊಂಡ ವಿಶೇಷ ತಂಡ ಆರೋಪಿಗಳನ್ನು ಪತ್ತೆ ಹಚ್ಚಿ ವಶಕ್ಕೆ ಪಡೆದಿದೆ. ಮೃತನ ಕುಟುಂಬಸ್ಥರು ನ್ಯಾಯಕ್ಕಾಗಿ ಆಗ್ರಹಿಸಿದ್ದಾರೆ. ಪ್ರಕರಣದ ಹೆಚ್ಚಿನ ತನಿಖೆ ಮುಂದುವರಿದಿದೆ.: [12, 855, 143, 897]
- brief2-title: ಆಂಜನೇಯಸ್ವಾಮಿ ದೇಗುಲದಲ್ಲಿ ಕಳವು: [12, 529, 143, 548]
